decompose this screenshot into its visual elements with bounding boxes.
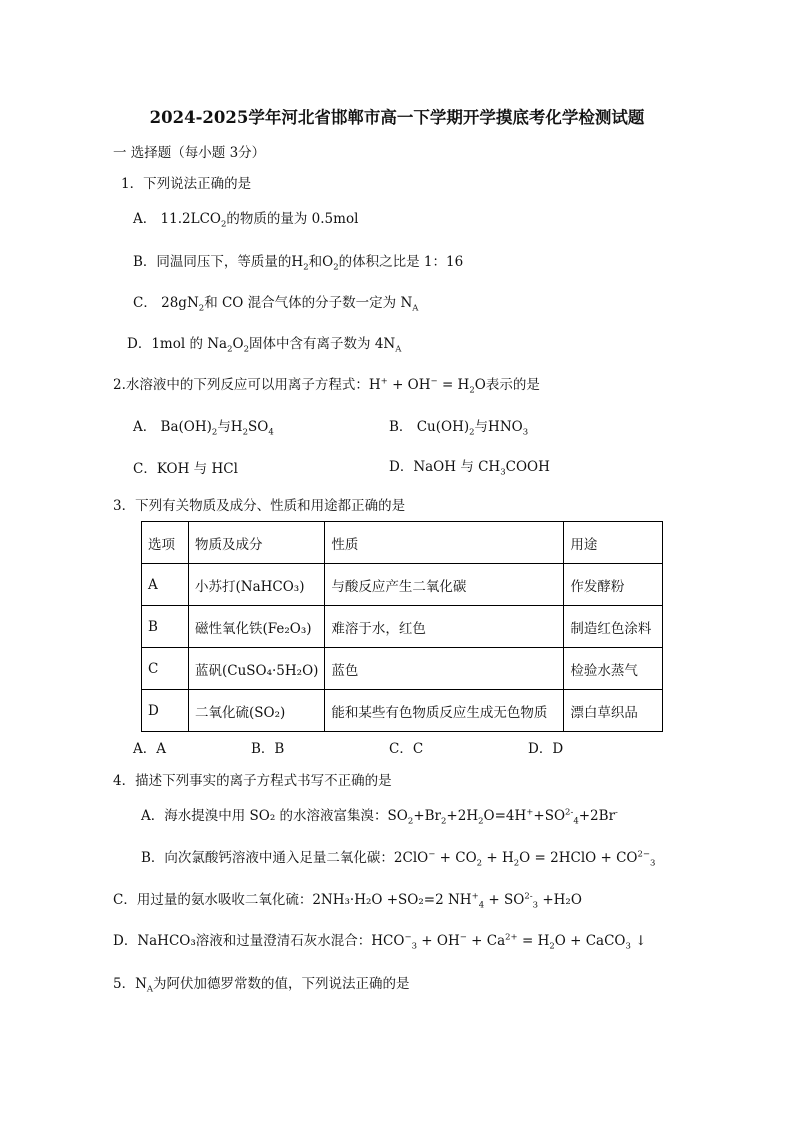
q1-option-d: D．1mol 的 $Na_2O_2$固体中含有离子数为 $4N_A$ (127, 336, 402, 355)
table-cell: 与酸反应产生二氧化碳 (325, 564, 564, 606)
table-row (142, 690, 663, 732)
q5-stem: 5．$N_A$为阿伏加德罗常数的值，下列说法正确的是 (113, 976, 410, 995)
q4-option-b: B．向次氯酸钙溶液中通入足量二氧化碳：$2ClO^- + CO_2 + H_2O$ = 2HClO + $CO^{2-}_3$ (141, 849, 656, 869)
table-header-cell: 用途 (564, 522, 663, 564)
table-header-cell: 性质 (325, 522, 564, 564)
q3-option-d: D．D (528, 741, 564, 757)
table-cell: 检验水蒸气 (564, 648, 663, 690)
table-header-cell: 选项 (142, 522, 189, 564)
q1-option-a: A． $11.2LCO_2$的物质的量为 0.5mol (133, 211, 359, 230)
table-row (142, 606, 663, 648)
table-cell: 小苏打(NaHCO₃) (189, 564, 325, 606)
table-cell: 制造红色涂料 (564, 606, 663, 648)
q3-option-c: C．C (389, 741, 424, 757)
q2-option-b: B． $Cu(OH)_2$与$HNO_3$ (389, 419, 529, 438)
table-cell: 蓝矾(CuSO₄·5H₂O) (189, 648, 325, 690)
q2-option-d: D．NaOH 与 $CH_3COOH$ (389, 459, 550, 478)
q2-stem: 2.水溶液中的下列反应可以用离子方程式：$H^+ + OH^- = H_2O$表示的是 (113, 376, 540, 396)
table-cell: A (142, 564, 189, 606)
table-header-row (142, 522, 663, 564)
q1-option-c: C． $28gN_2$和 CO 混合气体的分子数一定为 $N_A$ (133, 295, 419, 314)
table-cell: D (142, 690, 189, 732)
page-title: 2024-2025学年河北省邯郸市高一下学期开学摸底考化学检测试题 (149, 108, 645, 127)
section-heading: 一 选择题（每小题 3分） (113, 145, 266, 161)
q4-option-d: D．NaHCO₃溶液和过量澄清石灰水混合：$HCO^-_3 + OH^- + Ca^{2+} = H_2O$ + CaCO$_3$ ↓ (113, 932, 647, 952)
table-row (142, 648, 663, 690)
table-header-cell: 物质及成分 (189, 522, 325, 564)
table-cell: C (142, 648, 189, 690)
q2-option-a: A． $Ba(OH)_2$与$H_2SO_4$ (133, 419, 274, 438)
table-cell: 能和某些有色物质反应生成无色物质 (325, 690, 564, 732)
table-cell: 作发酵粉 (564, 564, 663, 606)
table-cell: B (142, 606, 189, 648)
table-cell: 二氧化硫(SO₂) (189, 690, 325, 732)
table-cell: 磁性氧化铁(Fe₂O₃) (189, 606, 325, 648)
q4-stem: 4．描述下列事实的离子方程式书写不正确的是 (113, 773, 392, 789)
q2-option-c: C．KOH 与 HCl (133, 461, 238, 477)
table-row (142, 564, 663, 606)
table-cell: 蓝色 (325, 648, 564, 690)
q3-option-a: A．A (133, 741, 166, 757)
q1-stem: 1．下列说法正确的是 (121, 176, 252, 192)
q4-option-c: C．用过量的氨水吸收二氧化硫：2NH₃·H₂O +SO₂=2 $NH^+_4 + SO^{2-}_3 +H_2O$ (113, 891, 582, 911)
q1-option-b: B．同温同压下，等质量的$H_2$和$O_2$的体积之比是 1：16 (133, 254, 464, 273)
q3-option-b: B．B (251, 741, 285, 757)
q4-option-a: A．海水提溴中用 SO₂ 的水溶液富集溴：$SO_2+Br_2+2H_2O=4H^++SO^{2-}_4+2Br^-$ (141, 807, 618, 827)
q3-stem: 3．下列有关物质及成分、性质和用途都正确的是 (113, 498, 406, 514)
q3-table (141, 521, 663, 732)
table-cell: 漂白草织品 (564, 690, 663, 732)
table-cell: 难溶于水，红色 (325, 606, 564, 648)
